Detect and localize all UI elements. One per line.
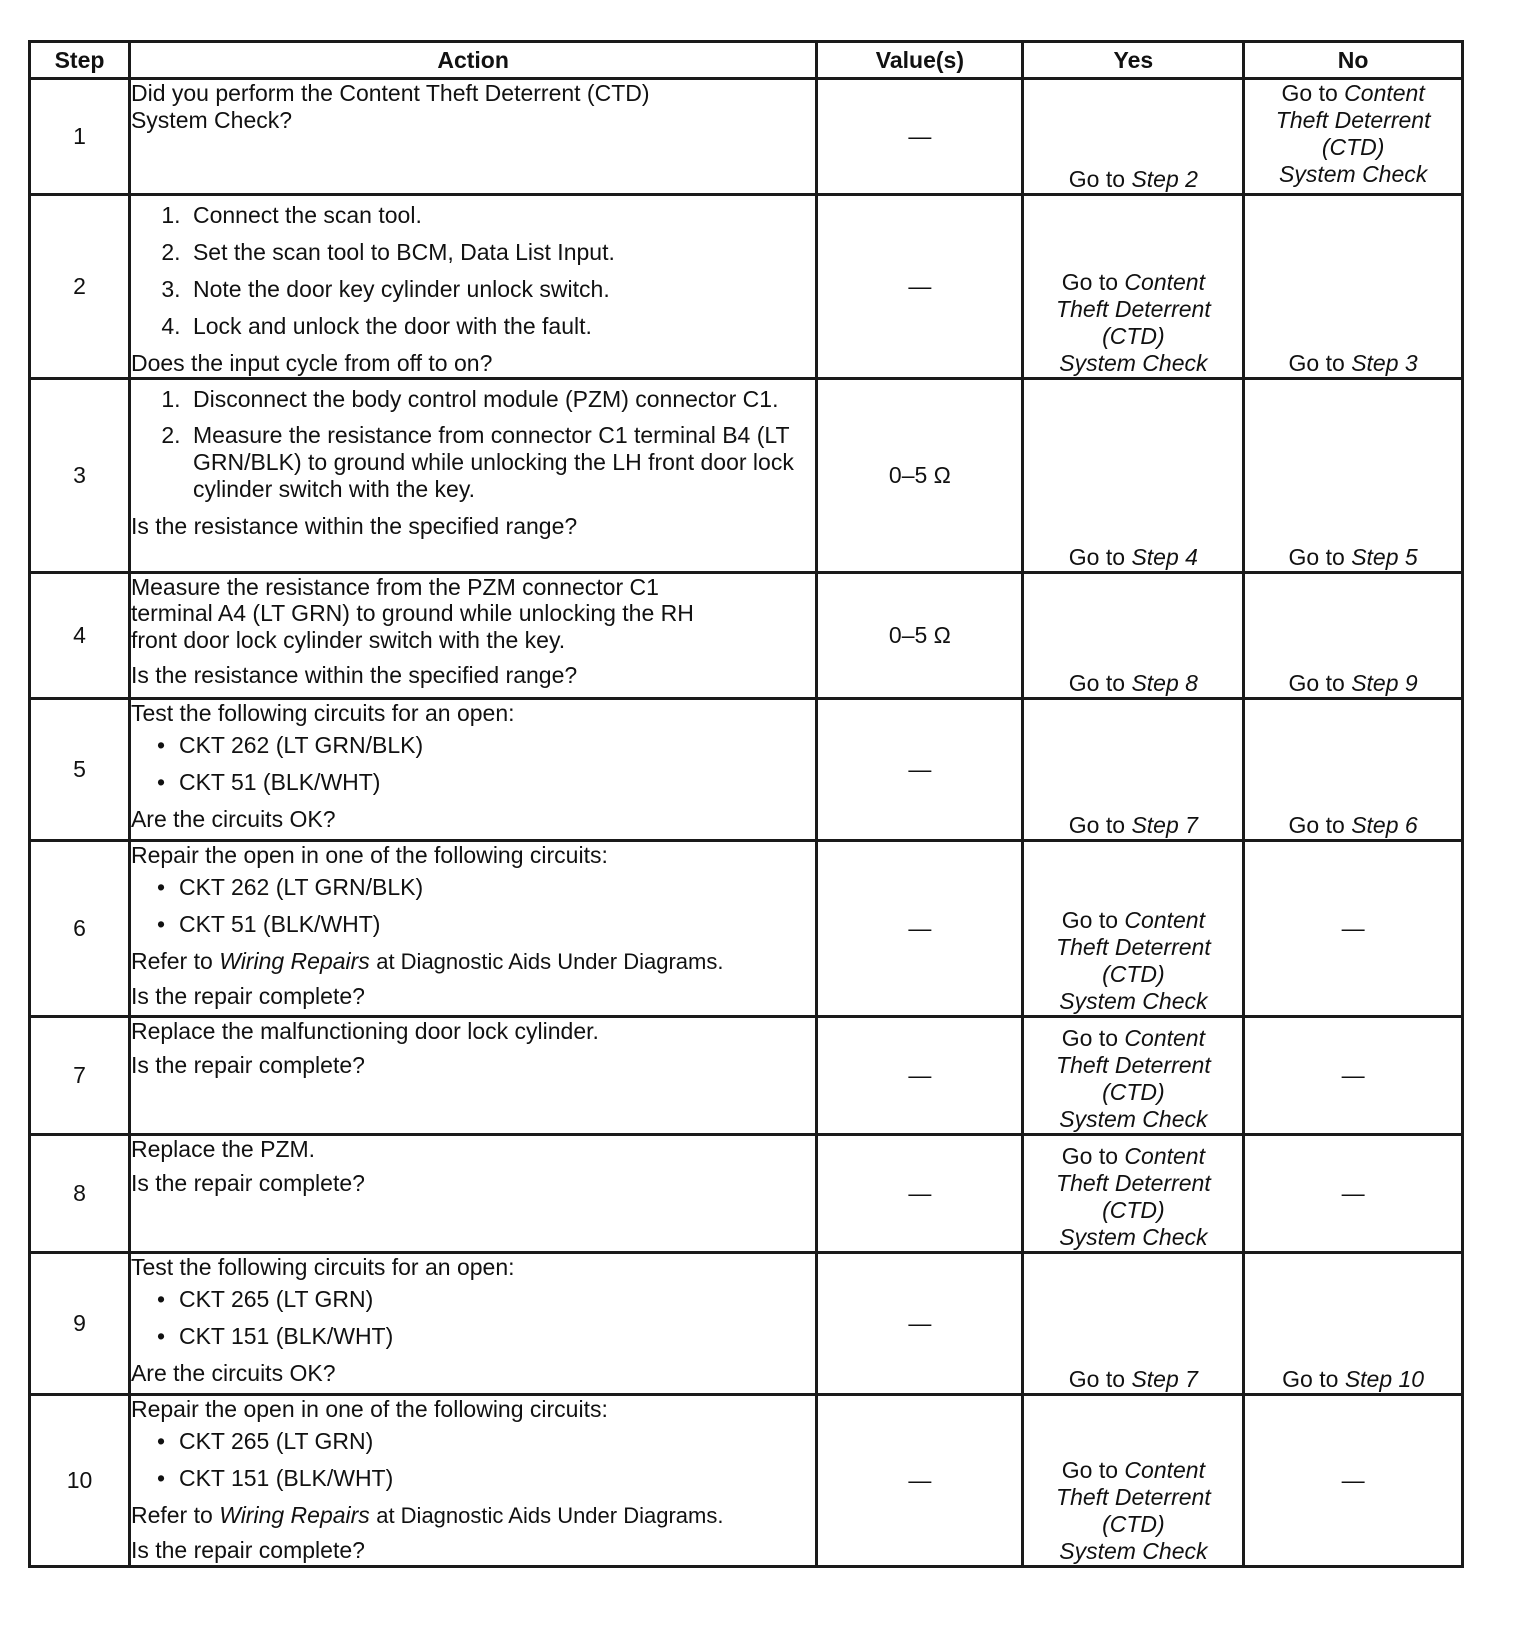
go-to-label: Go to: [1288, 543, 1345, 570]
list-item: 4. Lock and unlock the door with the fault.: [187, 313, 815, 340]
ctd-link-text: Content: [1124, 1142, 1205, 1169]
numbered-list: [131, 202, 815, 340]
yes-cell: [1023, 572, 1244, 698]
yes-cell: [1023, 1134, 1244, 1252]
value-cell: —: [817, 1134, 1023, 1252]
header-step: Step: [30, 42, 130, 79]
action-question: Is the resistance within the specified range?: [130, 513, 578, 540]
step-number: 2: [30, 195, 130, 379]
table-row: [30, 572, 1463, 698]
go-to-label: Go to: [1061, 906, 1119, 933]
action-text: Repair the open in one of the following circuits:: [130, 841, 608, 868]
go-to-label: Go to: [1068, 166, 1126, 193]
action-cell: [129, 1252, 816, 1394]
step-number: 4: [30, 572, 130, 698]
numbered-list: [131, 386, 815, 504]
action-question: Is the repair complete?: [130, 1052, 365, 1079]
action-text: System Check?: [130, 106, 293, 133]
go-to-label: Go to: [1281, 80, 1338, 106]
yes-cell: [1023, 698, 1244, 840]
action-text: Test the following circuits for an open:: [130, 1253, 515, 1280]
ctd-link-text: Content: [1124, 906, 1205, 933]
list-item: • CKT 262 (LT GRN/BLK): [179, 732, 815, 759]
header-action: Action: [129, 42, 816, 79]
header-yes: Yes: [1023, 42, 1244, 79]
yes-cell: [1023, 79, 1244, 195]
step-link[interactable]: Step 2: [1131, 166, 1198, 193]
bullet-list: [131, 1286, 815, 1350]
action-question: Does the input cycle from off to on?: [130, 349, 493, 376]
go-to-label: Go to: [1068, 669, 1126, 696]
action-question: Is the resistance within the specified range?: [130, 662, 578, 689]
refer-text: [131, 1502, 815, 1529]
ctd-link-text: (CTD): [1102, 1510, 1165, 1537]
value-cell: —: [817, 1394, 1023, 1566]
ctd-link-text: Theft Deterrent: [1056, 295, 1211, 322]
go-to-label: Go to: [1068, 1365, 1126, 1392]
ctd-link-text: (CTD): [1102, 960, 1165, 987]
go-to-label: Go to: [1061, 1142, 1119, 1169]
step-link[interactable]: Step 10: [1344, 1365, 1425, 1392]
ctd-link-text: System Check: [1279, 160, 1428, 187]
action-cell: [129, 698, 816, 840]
table-row: [30, 1016, 1463, 1134]
table-row: [30, 1394, 1463, 1566]
wiring-repairs-link[interactable]: Wiring Repairs: [219, 1502, 370, 1529]
wiring-repairs-link[interactable]: Wiring Repairs: [219, 948, 370, 975]
ctd-link-text: Content: [1344, 80, 1425, 106]
action-text: Test the following circuits for an open:: [130, 699, 515, 726]
ctd-link-text: Theft Deterrent: [1056, 1169, 1211, 1196]
ctd-link-text: (CTD): [1102, 1078, 1165, 1105]
no-cell: —: [1244, 840, 1463, 1016]
action-question: Are the circuits OK?: [130, 1360, 336, 1387]
step-number: 1: [30, 79, 130, 195]
no-cell: [1244, 195, 1463, 379]
step-link[interactable]: Step 5: [1351, 543, 1418, 570]
value-cell: 0–5 Ω: [817, 572, 1023, 698]
action-text: Replace the malfunctioning door lock cylinder.: [130, 1017, 599, 1044]
list-item: • CKT 151 (BLK/WHT): [179, 1465, 815, 1492]
action-text: Repair the open in one of the following circuits:: [130, 1395, 608, 1422]
yes-cell: [1023, 195, 1244, 379]
ctd-link-text: Theft Deterrent: [1275, 106, 1431, 133]
step-number: 7: [30, 1016, 130, 1134]
step-link[interactable]: Step 9: [1351, 669, 1418, 696]
ctd-link-text: (CTD): [1102, 1196, 1165, 1223]
action-text: front door lock cylinder switch with the key.: [130, 627, 566, 654]
action-cell: [129, 1016, 816, 1134]
ctd-link-text: Content: [1124, 1456, 1205, 1483]
list-item: • CKT 265 (LT GRN): [179, 1428, 815, 1455]
ctd-link-text: Theft Deterrent: [1056, 1483, 1211, 1510]
list-item: 1. Disconnect the body control module (PZM) connector C1.: [187, 386, 815, 413]
header-values: Value(s): [817, 42, 1023, 79]
no-cell: [1244, 1252, 1463, 1394]
value-cell: 0–5 Ω: [817, 378, 1023, 572]
step-number: 3: [30, 378, 130, 572]
no-cell: —: [1244, 1134, 1463, 1252]
action-cell: [129, 378, 816, 572]
list-item: • CKT 265 (LT GRN): [179, 1286, 815, 1313]
refer-label: Refer to: [130, 948, 213, 975]
action-text: Did you perform the Content Theft Deterrent (CTD): [130, 80, 650, 106]
step-link[interactable]: Step 7: [1131, 811, 1198, 838]
action-cell: [129, 572, 816, 698]
ctd-link-text: System Check: [1059, 1105, 1208, 1132]
table-row: [30, 195, 1463, 379]
go-to-label: Go to: [1288, 811, 1345, 838]
list-item: • CKT 51 (BLK/WHT): [179, 911, 815, 938]
ctd-link-text: (CTD): [1321, 133, 1385, 160]
value-cell: —: [817, 1252, 1023, 1394]
yes-cell: [1023, 840, 1244, 1016]
action-question: Is the repair complete?: [130, 1170, 365, 1197]
table-row: [30, 378, 1463, 572]
bullet-list: [131, 1428, 815, 1492]
refer-text: [131, 948, 815, 975]
refer-rest: at Diagnostic Aids Under Diagrams.: [376, 949, 724, 975]
action-question: Are the circuits OK?: [130, 806, 336, 833]
list-item: 1. Connect the scan tool.: [187, 202, 815, 229]
action-text: Measure the resistance from the PZM connector C1: [130, 573, 659, 600]
go-to-label: Go to: [1061, 1456, 1119, 1483]
action-cell: [129, 1134, 816, 1252]
yes-cell: [1023, 1016, 1244, 1134]
action-text: terminal A4 (LT GRN) to ground while unlocking the RH: [130, 600, 694, 627]
action-cell: [129, 195, 816, 379]
action-cell: [129, 840, 816, 1016]
step-number: 6: [30, 840, 130, 1016]
list-item: • CKT 151 (BLK/WHT): [179, 1323, 815, 1350]
table-header-row: [30, 42, 1463, 79]
no-cell: [1244, 698, 1463, 840]
table-row: [30, 1252, 1463, 1394]
value-cell: —: [817, 79, 1023, 195]
action-question: Is the repair complete?: [130, 983, 365, 1010]
ctd-link-text: System Check: [1059, 987, 1208, 1014]
step-link[interactable]: Step 8: [1131, 669, 1198, 696]
ctd-link-text: Content: [1124, 1024, 1205, 1051]
value-cell: —: [817, 840, 1023, 1016]
ctd-link-text: System Check: [1059, 1223, 1208, 1250]
value-cell: —: [817, 195, 1023, 379]
diagnostic-document: [28, 40, 1464, 1568]
go-to-label: Go to: [1061, 1024, 1119, 1051]
yes-cell: [1023, 378, 1244, 572]
bullet-list: [131, 732, 815, 796]
go-to-label: Go to: [1061, 268, 1119, 295]
step-number: 5: [30, 698, 130, 840]
go-to-label: Go to: [1282, 1365, 1339, 1392]
value-cell: —: [817, 1016, 1023, 1134]
no-cell: [1244, 79, 1463, 195]
table-row: [30, 698, 1463, 840]
ctd-link-text: Content: [1124, 268, 1205, 295]
header-no: No: [1244, 42, 1463, 79]
step-number: 9: [30, 1252, 130, 1394]
bullet-list: [131, 874, 815, 938]
step-link[interactable]: Step 3: [1351, 349, 1418, 376]
value-cell: —: [817, 698, 1023, 840]
action-cell: [129, 1394, 816, 1566]
step-number: 10: [30, 1394, 130, 1566]
action-question: Is the repair complete?: [130, 1537, 365, 1564]
yes-cell: [1023, 1394, 1244, 1566]
yes-cell: [1023, 1252, 1244, 1394]
ctd-link-text: System Check: [1059, 1537, 1208, 1564]
refer-rest: at Diagnostic Aids Under Diagrams.: [376, 1503, 724, 1529]
table-row: [30, 1134, 1463, 1252]
step-link[interactable]: Step 4: [1131, 543, 1198, 570]
no-cell: [1244, 572, 1463, 698]
no-cell: —: [1244, 1016, 1463, 1134]
ctd-link-text: System Check: [1059, 349, 1208, 376]
ctd-link-text: (CTD): [1102, 322, 1165, 349]
diagnostic-table: [28, 40, 1464, 1568]
list-item: 2. Set the scan tool to BCM, Data List Input.: [187, 239, 815, 266]
ctd-link-text: Theft Deterrent: [1056, 1051, 1211, 1078]
table-row: [30, 840, 1463, 1016]
go-to-label: Go to: [1068, 811, 1126, 838]
step-number: 8: [30, 1134, 130, 1252]
go-to-label: Go to: [1288, 349, 1345, 376]
list-item: 2. Measure the resistance from connector C1 terminal B4 (LT GRN/BLK) to ground while unlocking the LH front door lock cylinder switch with the key.: [187, 422, 815, 503]
action-text: Replace the PZM.: [130, 1135, 316, 1162]
step-link[interactable]: Step 7: [1131, 1365, 1198, 1392]
go-to-label: Go to: [1288, 669, 1345, 696]
go-to-label: Go to: [1068, 543, 1126, 570]
refer-label: Refer to: [130, 1502, 213, 1529]
no-cell: [1244, 378, 1463, 572]
step-link[interactable]: Step 6: [1351, 811, 1418, 838]
list-item: 3. Note the door key cylinder unlock switch.: [187, 276, 815, 303]
list-item: • CKT 51 (BLK/WHT): [179, 769, 815, 796]
list-item: • CKT 262 (LT GRN/BLK): [179, 874, 815, 901]
table-row: [30, 79, 1463, 195]
action-cell: [129, 79, 816, 195]
no-cell: —: [1244, 1394, 1463, 1566]
ctd-link-text: Theft Deterrent: [1056, 933, 1211, 960]
